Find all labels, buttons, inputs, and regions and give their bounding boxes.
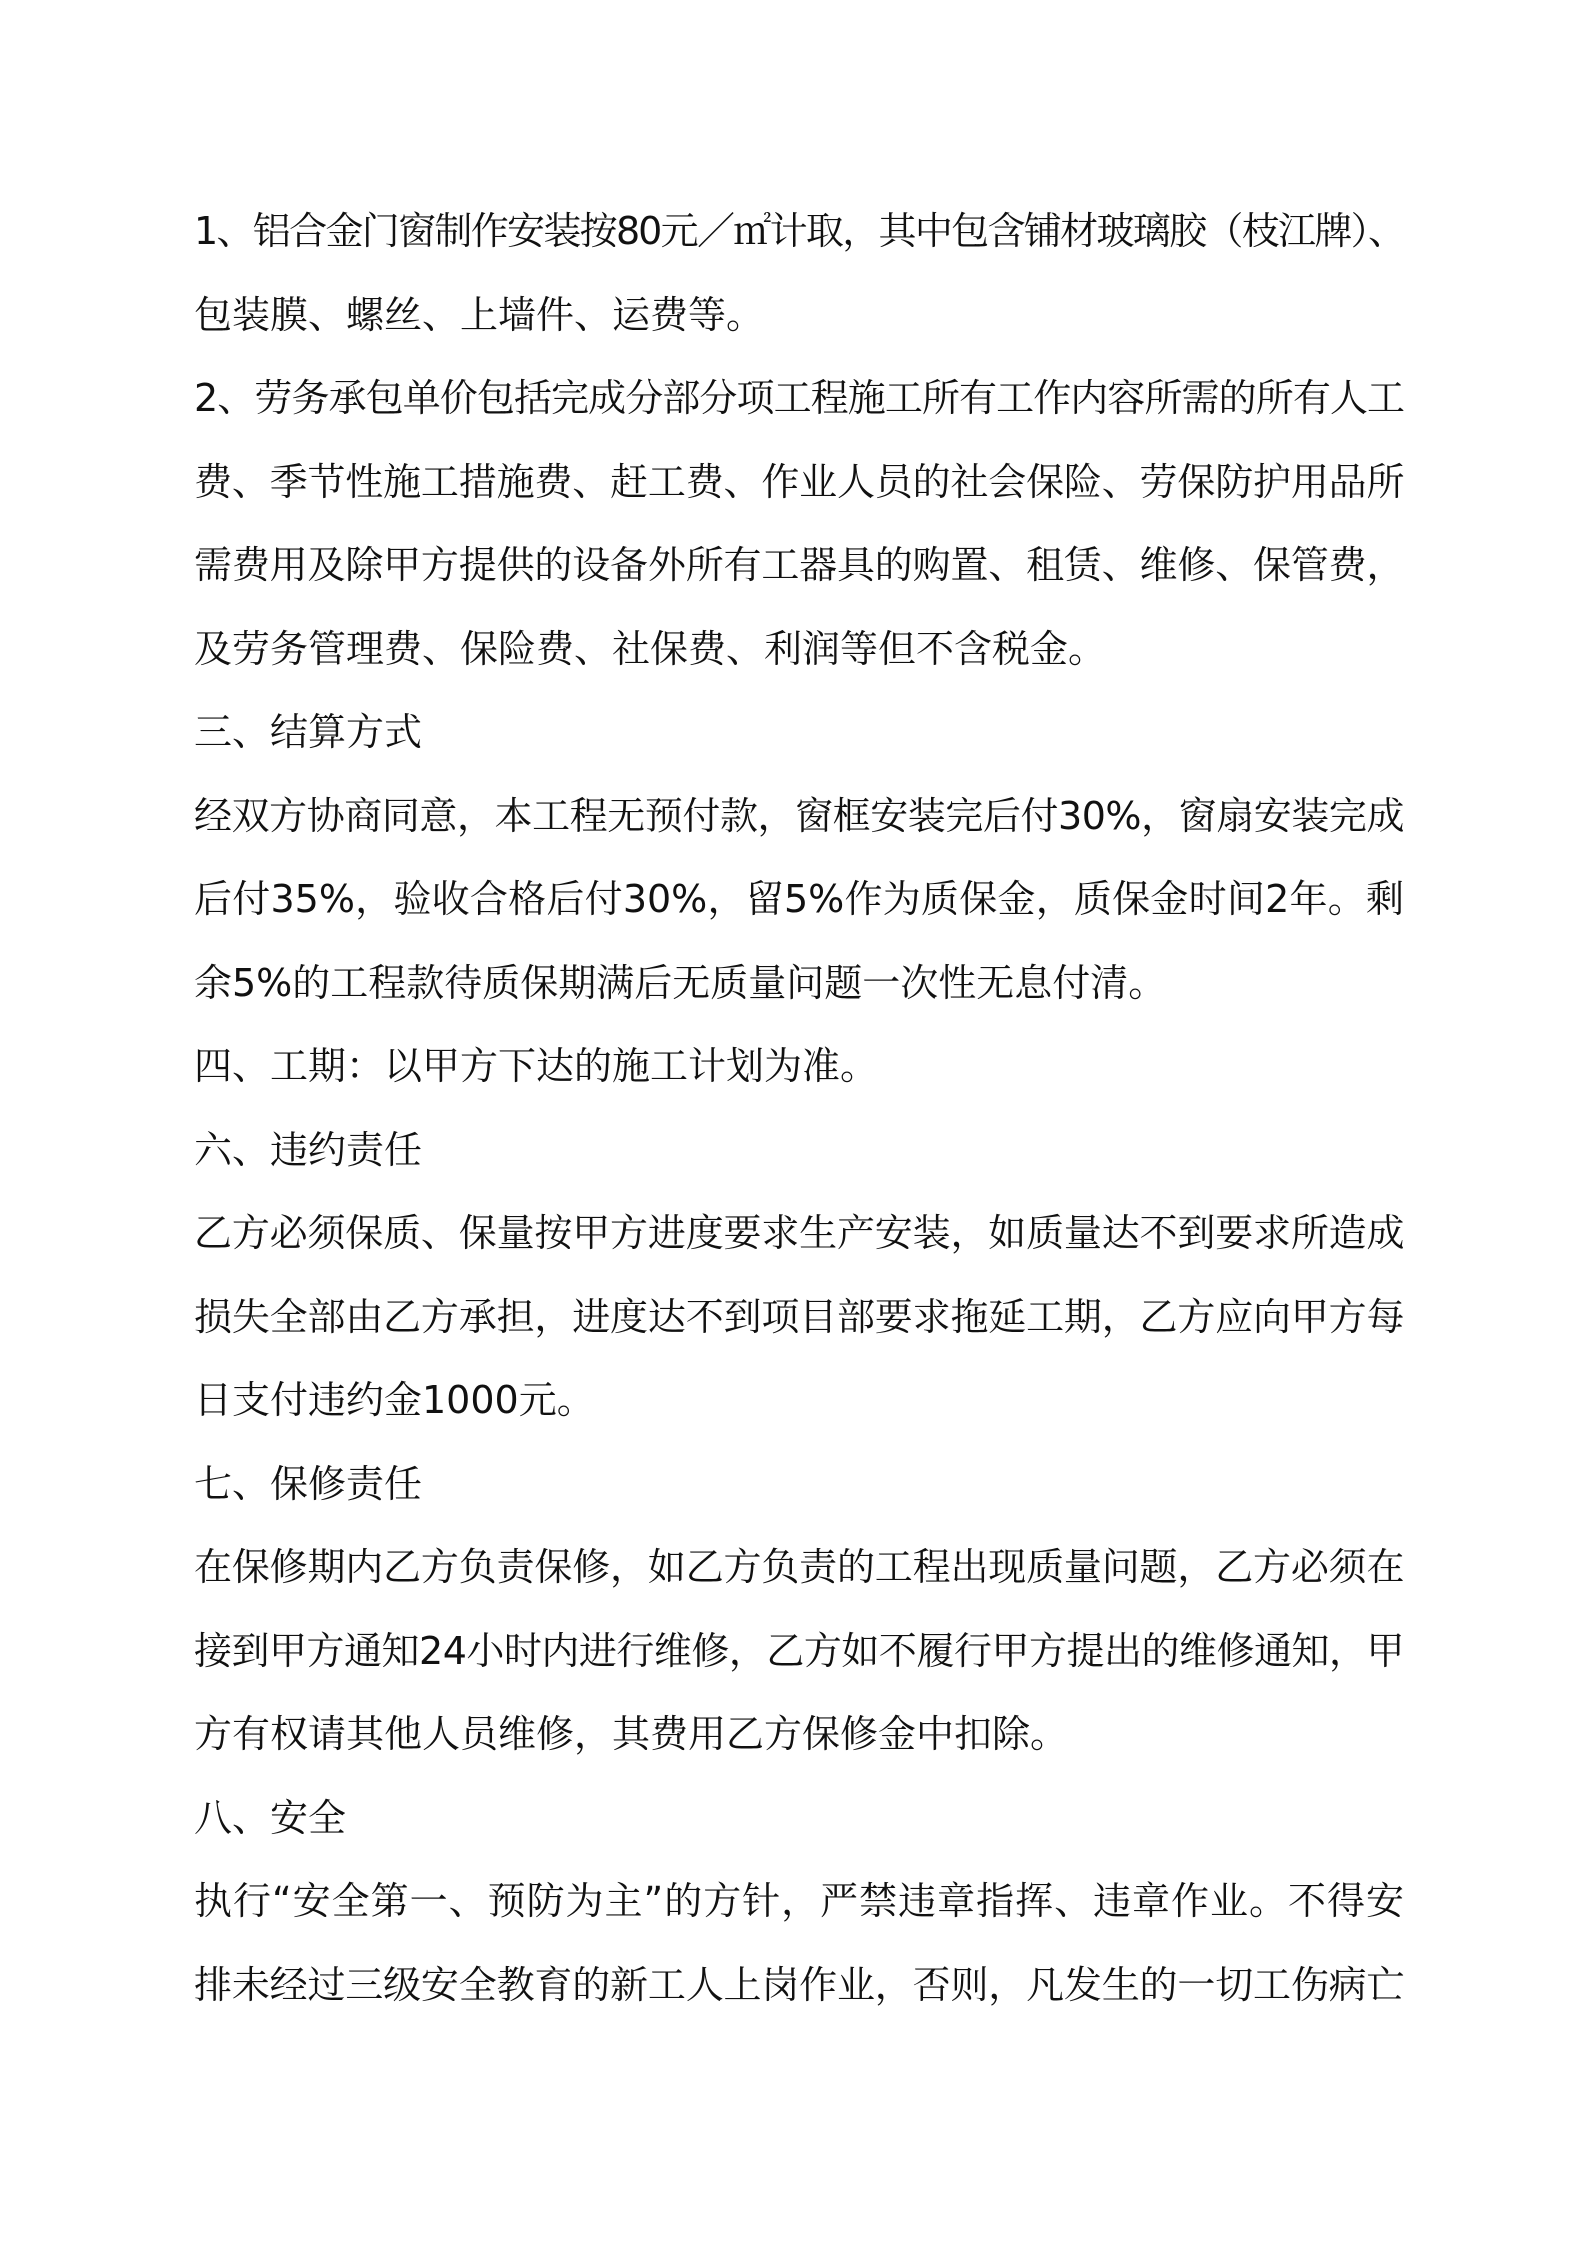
section-settlement-heading: 三、结算方式 bbox=[194, 710, 423, 754]
clause-2 bbox=[194, 357, 1404, 691]
clause-1-line-1: 1、铝合金门窗制作安装按80元／㎡计取，其中包含铺材玻璃胶（枝江牌）、 bbox=[194, 209, 1404, 253]
clause-1 bbox=[194, 190, 1404, 357]
section-liability bbox=[194, 1109, 1404, 1443]
section-liability-heading: 六、违约责任 bbox=[194, 1127, 423, 1172]
section-schedule-heading: 四、工期：以甲方下达的施工计划为准。 bbox=[194, 1044, 879, 1088]
section-warranty-line-1: 在保修期内乙方负责保修，如乙方负责的工程出现质量问题，乙方必须在 bbox=[194, 1545, 1404, 1589]
section-warranty-line-3: 方有权请其他人员维修，其费用乙方保修金中扣除。 bbox=[194, 1712, 1069, 1756]
section-settlement bbox=[194, 691, 1404, 1025]
section-safety bbox=[194, 1777, 1404, 2028]
section-safety-line-1: 执行“安全第一、预防为主”的方针，严禁违章指挥、违章作业。不得安 bbox=[194, 1879, 1404, 1923]
section-warranty-heading: 七、保修责任 bbox=[194, 1461, 423, 1506]
section-safety-line-2: 排未经过三级安全教育的新工人上岗作业，否则，凡发生的一切工伤病亡 bbox=[194, 1962, 1404, 2007]
document-body bbox=[194, 190, 1404, 2027]
clause-2-line-3: 需费用及除甲方提供的设备外所有工器具的购置、租赁、维修、保管费， bbox=[194, 543, 1404, 587]
clause-2-line-1: 2、劳务承包单价包括完成分部分项工程施工所有工作内容所需的所有人工 bbox=[194, 376, 1404, 420]
clause-2-line-4: 及劳务管理费、保险费、社保费、利润等但不含税金。 bbox=[194, 626, 1107, 671]
section-liability-line-3: 日支付违约金1000元。 bbox=[194, 1378, 595, 1422]
section-liability-line-2: 损失全部由乙方承担，进度达不到项目部要求拖延工期，乙方应向甲方每 bbox=[194, 1294, 1404, 1339]
section-warranty-line-2: 接到甲方通知24小时内进行维修，乙方如不履行甲方提出的维修通知，甲 bbox=[194, 1628, 1404, 1673]
clause-1-line-2: 包装膜、螺丝、上墙件、运费等。 bbox=[194, 292, 765, 337]
section-warranty bbox=[194, 1443, 1404, 1777]
section-settlement-line-1: 经双方协商同意，本工程无预付款，窗框安装完后付30%，窗扇安装完成 bbox=[194, 793, 1404, 838]
section-settlement-line-3: 余5%的工程款待质保期满后无质量问题一次性无息付清。 bbox=[194, 960, 1167, 1005]
section-safety-heading: 八、安全 bbox=[194, 1795, 347, 1840]
section-liability-line-1: 乙方必须保质、保量按甲方进度要求生产安装，如质量达不到要求所造成 bbox=[194, 1211, 1404, 1255]
section-settlement-line-2: 后付35%，验收合格后付30%，留5%作为质保金，质保金时间2年。剩 bbox=[194, 877, 1404, 921]
clause-2-line-2: 费、季节性施工措施费、赶工费、作业人员的社会保险、劳保防护用品所 bbox=[194, 459, 1404, 504]
section-schedule bbox=[194, 1025, 1404, 1109]
